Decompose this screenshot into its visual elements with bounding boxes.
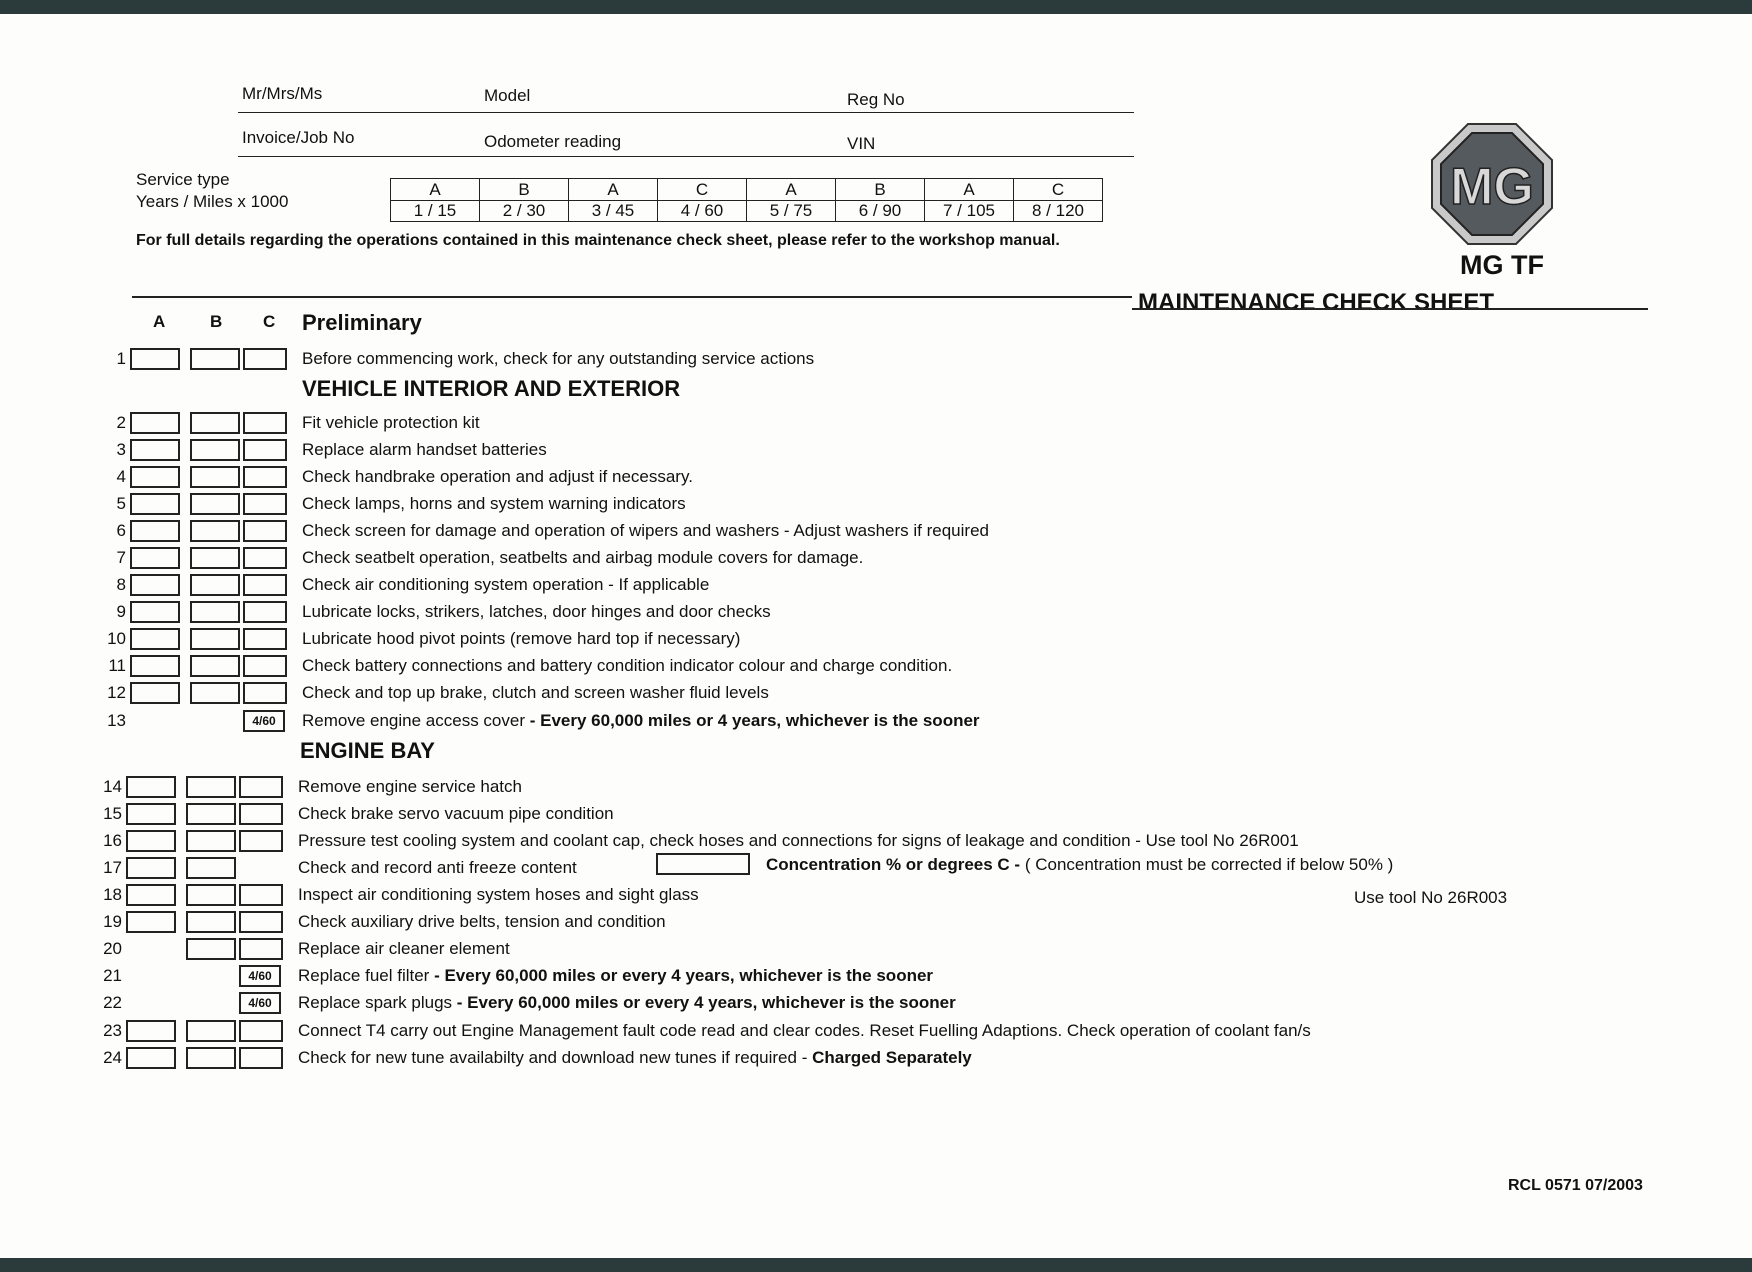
check-box-c[interactable] <box>239 911 283 933</box>
workshop-instructions: For full details regarding the operations contained in this maintenance check sheet, please refer to the workshop manual. <box>136 232 1060 249</box>
service-interval: 4 / 60 <box>658 201 747 222</box>
item-description: Check auxiliary drive belts, tension and condition <box>298 912 666 931</box>
check-box-a[interactable] <box>126 803 176 825</box>
check-box-b[interactable] <box>186 938 236 960</box>
name-label: Mr/Mrs/Ms <box>242 84 323 103</box>
mg-logo-icon <box>1430 122 1554 246</box>
item-number: 14 <box>103 777 122 796</box>
section-preliminary: Preliminary <box>302 310 422 335</box>
item-text <box>302 548 863 568</box>
item-number: 11 <box>108 656 126 675</box>
check-box-a[interactable] <box>126 1020 176 1042</box>
section-interior: VEHICLE INTERIOR AND EXTERIOR <box>302 376 681 401</box>
check-box-a[interactable] <box>130 412 180 434</box>
check-box-c[interactable] <box>243 412 287 434</box>
item-description: Fit vehicle protection kit <box>302 413 480 432</box>
item-text <box>298 777 522 797</box>
check-box-a[interactable] <box>126 857 176 879</box>
check-box-b[interactable] <box>190 348 240 370</box>
divider-left <box>132 296 1132 298</box>
service-interval: 2 / 30 <box>480 201 569 222</box>
check-box-c[interactable] <box>239 830 283 852</box>
item-text <box>302 440 547 460</box>
check-box-b[interactable] <box>190 574 240 596</box>
document-reference: RCL 0571 07/2003 <box>1508 1177 1643 1194</box>
concentration-text <box>766 855 1393 875</box>
check-box-a[interactable] <box>130 655 180 677</box>
check-box-c[interactable] <box>243 574 287 596</box>
check-box-a[interactable] <box>126 1047 176 1069</box>
check-box-b[interactable] <box>186 884 236 906</box>
check-box-a[interactable] <box>126 884 176 906</box>
item-number: 20 <box>103 939 122 958</box>
item-description: Replace spark plugs <box>298 993 457 1012</box>
service-code: C <box>1014 179 1103 201</box>
item-description: Check battery connections and battery condition indicator colour and charge condition. <box>302 656 953 675</box>
item-text <box>298 993 956 1013</box>
item-number: 19 <box>103 912 122 931</box>
item-description: Check for new tune availabilty and download new tunes if required - <box>298 1048 813 1067</box>
check-box-b[interactable] <box>186 776 236 798</box>
model-name: MG TF <box>1460 250 1544 280</box>
vin-label: VIN <box>847 134 876 153</box>
check-box-a[interactable] <box>126 911 176 933</box>
check-box-c[interactable] <box>243 655 287 677</box>
interval-box-c[interactable]: 4/60 <box>239 992 281 1014</box>
check-box-b[interactable] <box>186 857 236 879</box>
item-number: 4 <box>116 467 126 486</box>
service-code: C <box>658 179 747 201</box>
check-box-c[interactable] <box>243 439 287 461</box>
service-interval-grid <box>390 178 1103 222</box>
item-description: Check seatbelt operation, seatbelts and airbag module covers for damage. <box>302 548 864 567</box>
odometer-label: Odometer reading <box>484 132 622 151</box>
item-description: Pressure test cooling system and coolant cap, check hoses and connections for signs of leakage and condition - Use tool No 26R001 <box>298 831 1299 850</box>
divider-right <box>1132 308 1648 310</box>
item-note: Charged Separately <box>812 1048 972 1067</box>
item-text <box>302 629 740 649</box>
item-description: Check and record anti freeze content <box>298 858 577 877</box>
item-text <box>302 602 771 622</box>
check-box-a[interactable] <box>130 574 180 596</box>
check-box-c[interactable] <box>243 601 287 623</box>
header-line-1 <box>238 112 1134 113</box>
concentration-note: ( Concentration must be corrected if below 50% ) <box>1024 855 1394 874</box>
interval-box-c[interactable]: 4/60 <box>239 965 281 987</box>
item-note: - Every 60,000 miles or every 4 years, whichever is the sooner <box>456 993 956 1012</box>
concentration-label: Concentration % or degrees C - <box>766 855 1025 874</box>
service-interval: 1 / 15 <box>391 201 480 222</box>
item-number: 23 <box>103 1021 122 1040</box>
service-interval: 8 / 120 <box>1014 201 1103 222</box>
check-box-a[interactable] <box>130 439 180 461</box>
check-box-b[interactable] <box>190 682 240 704</box>
service-interval: 6 / 90 <box>836 201 925 222</box>
item-number: 16 <box>103 831 122 850</box>
item-text <box>298 1021 1311 1041</box>
item-number: 12 <box>107 683 126 702</box>
item-text <box>302 575 709 595</box>
column-c-header: C <box>263 312 276 331</box>
item-number: 17 <box>103 858 122 877</box>
tool-note: Use tool No 26R003 <box>1354 888 1508 907</box>
item-description: Replace fuel filter <box>298 966 435 985</box>
check-box-c[interactable] <box>243 348 287 370</box>
antifreeze-record-box[interactable] <box>656 853 750 875</box>
check-box-b[interactable] <box>186 1047 236 1069</box>
check-box-a[interactable] <box>130 547 180 569</box>
check-box-a[interactable] <box>130 348 180 370</box>
check-box-a[interactable] <box>130 493 180 515</box>
check-box-c[interactable] <box>239 776 283 798</box>
check-box-c[interactable] <box>239 884 283 906</box>
model-label: Model <box>484 86 531 105</box>
item-description: Replace air cleaner element <box>298 939 510 958</box>
item-text <box>298 858 577 878</box>
check-box-b[interactable] <box>190 655 240 677</box>
years-miles-label: Years / Miles x 1000 <box>136 192 289 211</box>
item-text <box>302 656 952 676</box>
check-box-c[interactable] <box>243 493 287 515</box>
check-box-c[interactable] <box>243 520 287 542</box>
check-box-c[interactable] <box>243 682 287 704</box>
check-box-b[interactable] <box>190 412 240 434</box>
sheet-title: MAINTENANCE CHECK SHEET <box>1138 289 1495 316</box>
check-box-c[interactable] <box>243 466 287 488</box>
logo-text: MG <box>1450 158 1534 216</box>
item-description: Lubricate hood pivot points (remove hard top if necessary) <box>302 629 741 648</box>
item-text <box>302 413 480 433</box>
maintenance-sheet <box>0 14 1752 1258</box>
interval-box-c[interactable]: 4/60 <box>243 710 285 732</box>
item-text <box>298 912 666 932</box>
check-box-c[interactable] <box>239 803 283 825</box>
section-engine-bay: ENGINE BAY <box>300 738 435 763</box>
item-text <box>298 1048 972 1068</box>
item-number: 22 <box>103 993 122 1012</box>
check-box-a[interactable] <box>130 466 180 488</box>
check-box-b[interactable] <box>190 601 240 623</box>
check-box-b[interactable] <box>190 493 240 515</box>
check-box-b[interactable] <box>190 628 240 650</box>
service-interval: 7 / 105 <box>925 201 1014 222</box>
service-code: A <box>391 179 480 201</box>
item-number: 2 <box>116 413 126 432</box>
item-description: Remove engine access cover <box>302 711 530 730</box>
service-code: B <box>836 179 925 201</box>
check-box-c[interactable] <box>239 1047 283 1069</box>
check-box-c[interactable] <box>243 628 287 650</box>
item-description: Check lamps, horns and system warning indicators <box>302 494 686 513</box>
service-code: A <box>925 179 1014 201</box>
check-box-b[interactable] <box>186 830 236 852</box>
column-b-header: B <box>210 312 223 331</box>
check-box-a[interactable] <box>130 682 180 704</box>
service-code: A <box>747 179 836 201</box>
item-text <box>302 711 980 731</box>
service-type-label: Service type <box>136 170 230 189</box>
item-number: 21 <box>103 966 122 985</box>
item-number: 1 <box>116 349 126 368</box>
check-box-a[interactable] <box>130 628 180 650</box>
item-note: - Every 60,000 miles or 4 years, whichever is the sooner <box>529 711 980 730</box>
item-number: 10 <box>107 629 126 648</box>
item-text <box>302 494 686 514</box>
item-text <box>298 885 699 905</box>
column-a-header: A <box>153 312 166 331</box>
item-text <box>302 683 769 703</box>
item-number: 24 <box>103 1048 122 1067</box>
item-description: Replace alarm handset batteries <box>302 440 547 459</box>
item-number: 8 <box>116 575 126 594</box>
item-number: 5 <box>116 494 126 513</box>
item-description: Before commencing work, check for any outstanding service actions <box>302 349 815 368</box>
item-number: 9 <box>116 602 126 621</box>
check-box-b[interactable] <box>190 439 240 461</box>
item-number: 6 <box>116 521 126 540</box>
item-text <box>298 939 510 959</box>
item-description: Inspect air conditioning system hoses and sight glass <box>298 885 699 904</box>
item-text <box>302 521 989 541</box>
item-number: 15 <box>103 804 122 823</box>
item-description: Connect T4 carry out Engine Management fault code read and clear codes. Reset Fuelling Adaptions. Check operation of coolant fan/s <box>298 1021 1311 1040</box>
item-description: Check handbrake operation and adjust if necessary. <box>302 467 693 486</box>
item-description: Check screen for damage and operation of wipers and washers - Adjust washers if required <box>302 521 989 540</box>
check-box-c[interactable] <box>239 1020 283 1042</box>
service-interval: 3 / 45 <box>569 201 658 222</box>
check-box-b[interactable] <box>190 466 240 488</box>
item-number: 18 <box>103 885 122 904</box>
invoice-label: Invoice/Job No <box>242 128 355 147</box>
item-description: Lubricate locks, strikers, latches, door hinges and door checks <box>302 602 771 621</box>
item-text <box>298 966 933 986</box>
check-box-b[interactable] <box>186 1020 236 1042</box>
item-text <box>298 804 614 824</box>
service-code: A <box>569 179 658 201</box>
check-box-a[interactable] <box>126 776 176 798</box>
reg-label: Reg No <box>847 90 905 109</box>
item-text <box>302 467 693 487</box>
service-interval: 5 / 75 <box>747 201 836 222</box>
item-note: - Every 60,000 miles or every 4 years, whichever is the sooner <box>434 966 934 985</box>
item-text <box>298 831 1299 851</box>
item-description: Check brake servo vacuum pipe condition <box>298 804 614 823</box>
item-description: Check air conditioning system operation - If applicable <box>302 575 710 594</box>
item-description: Check and top up brake, clutch and screen washer fluid levels <box>302 683 769 702</box>
check-box-c[interactable] <box>243 547 287 569</box>
item-number: 7 <box>116 548 126 567</box>
check-box-b[interactable] <box>190 547 240 569</box>
check-box-a[interactable] <box>130 520 180 542</box>
service-code: B <box>480 179 569 201</box>
check-box-c[interactable] <box>239 938 283 960</box>
header-line-2 <box>238 156 1134 157</box>
check-box-b[interactable] <box>186 911 236 933</box>
check-box-b[interactable] <box>186 803 236 825</box>
check-box-a[interactable] <box>130 601 180 623</box>
item-text <box>302 349 814 369</box>
check-box-a[interactable] <box>126 830 176 852</box>
check-box-b[interactable] <box>190 520 240 542</box>
item-number: 3 <box>116 440 126 459</box>
item-number: 13 <box>107 711 126 730</box>
item-description: Remove engine service hatch <box>298 777 522 796</box>
